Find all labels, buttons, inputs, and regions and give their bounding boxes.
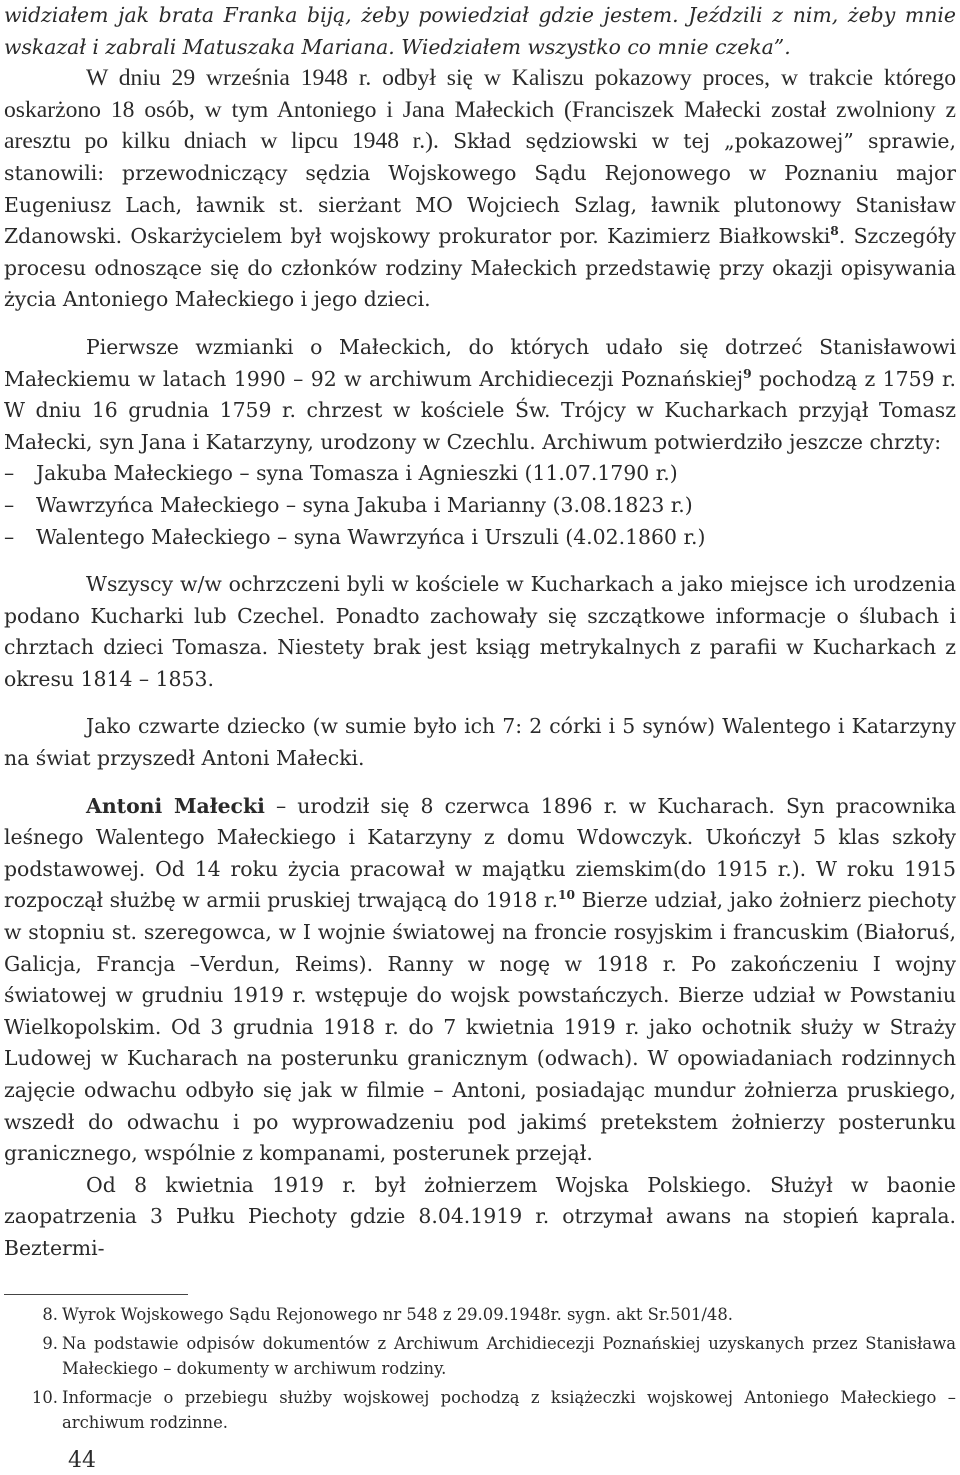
list-item-text: Wawrzyńca Małeckiego – syna Jakuba i Marianny (3.08.1823 r.) bbox=[36, 492, 693, 517]
page-number: 44 bbox=[68, 1448, 96, 1473]
list-item-text: Walentego Małeckiego – syna Wawrzyńca i Urszuli (4.02.1860 r.) bbox=[36, 524, 706, 549]
footnote-number: 9. bbox=[42, 1333, 58, 1353]
footnote-divider bbox=[4, 1294, 188, 1295]
quote-line: widziałem jak brata Franka biją, żeby powiedział gdzie jestem. Jeździli z nim, żeby mnie bbox=[4, 3, 956, 27]
person-name: Antoni Małecki bbox=[86, 793, 265, 818]
footnote-text: Wyrok Wojskowego Sądu Rejonowego nr 548 z 29.09.1948r. sygn. akt Sr.501/48. bbox=[62, 1305, 733, 1324]
paragraph-first-mentions bbox=[4, 332, 956, 458]
footnote-ref: 8 bbox=[830, 224, 839, 239]
list-dash: – bbox=[4, 461, 15, 486]
list-dash: – bbox=[4, 524, 15, 549]
paragraph-text: W dniu 29 września 1948 r. odbył się w Kaliszu pokazowy proces, w trakcie którego oskarżono 18 osób, w tym Antoniego i Jana Małeckich (Franciszek Małecki został zwolniony z aresztu po kilku dniach w lipcu 1948 r.). bbox=[4, 65, 956, 155]
footnotes bbox=[4, 1299, 956, 1436]
paragraph-antoni bbox=[4, 791, 956, 1170]
footnote bbox=[4, 1302, 956, 1328]
list-dash: – bbox=[4, 492, 15, 517]
list-item bbox=[4, 490, 956, 522]
footnote-text: Na podstawie odpisów dokumentów z Archiwum Archidiecezji Poznańskiej uzyskanych przez Stanisława Małeckiego – dokumenty w archiwum rodziny. bbox=[62, 1333, 956, 1378]
list-item bbox=[4, 458, 956, 490]
page-body bbox=[4, 0, 956, 1265]
paragraph-polish-army: Od 8 kwietnia 1919 r. był żołnierzem Wojska Polskiego. Służył w baonie zaopatrzenia 3 Pułku Piechoty gdzie 8.04.1919 r. otrzymał awans na stopień kaprala. Beztermi- bbox=[4, 1172, 956, 1260]
footnote-number: 10. bbox=[31, 1387, 58, 1407]
paragraph-text: Skład sędziowski w tej „pokazowej” sprawie, stanowili: przewodniczący sędzia Wojskowego Sądu Rejonowego w Poznaniu major Eugeniusz Lach, ławnik st. sierżant MO Wojciech Szlag, ławnik plutonowy Stanisław Zdanowski. Oskarżycielem był wojskowy prokurator por. Kazimierz Białkowski bbox=[4, 129, 956, 249]
paragraph-text: Bierze udział, jako żołnierz piechoty w stopniu st. szeregowca, w I wojnie światowej na froncie rosyjskim i francuskim (Białoruś, Galicja, Francja –Verdun, Reims). Ranny w nogę w 1918 r. Po zakończeniu I wojny światowej w grudniu 1919 r. wstępuje do wojsk powstańczych. Bierze udział w Powstaniu Wielkopolskim. Od 3 grudnia 1918 r. do 7 kwietnia 1919 r. jako ochotnik służy w Straży Ludowej w Kucharach na posterunku granicznym (odwach). W opowiadaniach rodzinnych zajęcie odwachu odbyło się jak w filmie – Antoni, posiadając mundur żołnierza pruskiego, wszedł do odwachu i po wyprowadzeniu pod jakimś pretekstem żołnierzy posterunku granicznego, wspólnie z kompanami, posterunek przejął. bbox=[4, 888, 956, 1166]
paragraph-quote-end bbox=[4, 0, 956, 63]
footnote bbox=[4, 1331, 956, 1382]
quote-line: wskazał i zabrali Matuszaka Mariana. Wiedziałem wszystko co mnie czeka”. bbox=[4, 34, 791, 59]
paragraph-text: . Szczegóły procesu odnoszące się do członków rodziny Małeckich przedstawię przy okazji opisywania życia Antoniego Małeckiego i jego dzieci. bbox=[4, 224, 956, 312]
list-item bbox=[4, 522, 956, 554]
paragraph-trial bbox=[4, 63, 956, 316]
paragraph-text: pochodzą z 1759 r. W dniu 16 grudnia 1759 r. chrzest w kościele Św. Trójcy w Kucharkach przyjął Tomasz Małecki, syn Jana i Katarzyny, urodzony w Czechlu. Archiwum potwierdziło jeszcze chrzty: bbox=[4, 366, 956, 454]
list-item-text: Jakuba Małeckiego – syna Tomasza i Agnieszki (11.07.1790 r.) bbox=[36, 461, 678, 486]
footnote-ref: 10 bbox=[558, 888, 576, 903]
footnote-text: Informacje o przebiegu służby wojskowej pochodzą z książeczki wojskowej Antoniego Małeckiego – archiwum rodzinne. bbox=[62, 1387, 956, 1432]
paragraph-text: – urodził się 8 czerwca 1896 r. w Kucharach. Syn pracownika leśnego Walentego Małeckiego i Katarzyny z domu Wdowczyk. Ukończył 5 klas szkoły podstawowej. Od 14 roku życia pracował w majątku ziemskim(do 1915 r.). W roku 1915 rozpoczął służbę w armii pruskiej trwającą do 1918 r. bbox=[4, 793, 956, 913]
baptism-list bbox=[4, 458, 956, 553]
paragraph-baptisms: Wszyscy w/w ochrzczeni byli w kościele w Kucharkach a jako miejsce ich urodzenia podano Kucharki lub Czechel. Ponadto zachowały się szczątkowe informacje o ślubach i chrztach dzieci Tomasza. Niestety brak jest ksiąg metrykalnych z parafii w Kucharkach z okresu 1814 – 1853. bbox=[4, 572, 956, 691]
footnote bbox=[4, 1385, 956, 1436]
footnote-number: 8. bbox=[42, 1305, 58, 1324]
paragraph-fourth-child: Jako czwarte dziecko (w sumie było ich 7: 2 córki i 5 synów) Walentego i Katarzyny na świat przyszedł Antoni Małecki. bbox=[4, 714, 956, 771]
paragraph-text: Pierwsze wzmianki o Małeckich, do których udało się dotrzeć Stanisławowi Małeckiemu w latach 1990 – 92 w archiwum Archidiecezji Poznańskiej bbox=[4, 334, 956, 391]
footnote-ref: 9 bbox=[743, 366, 752, 381]
